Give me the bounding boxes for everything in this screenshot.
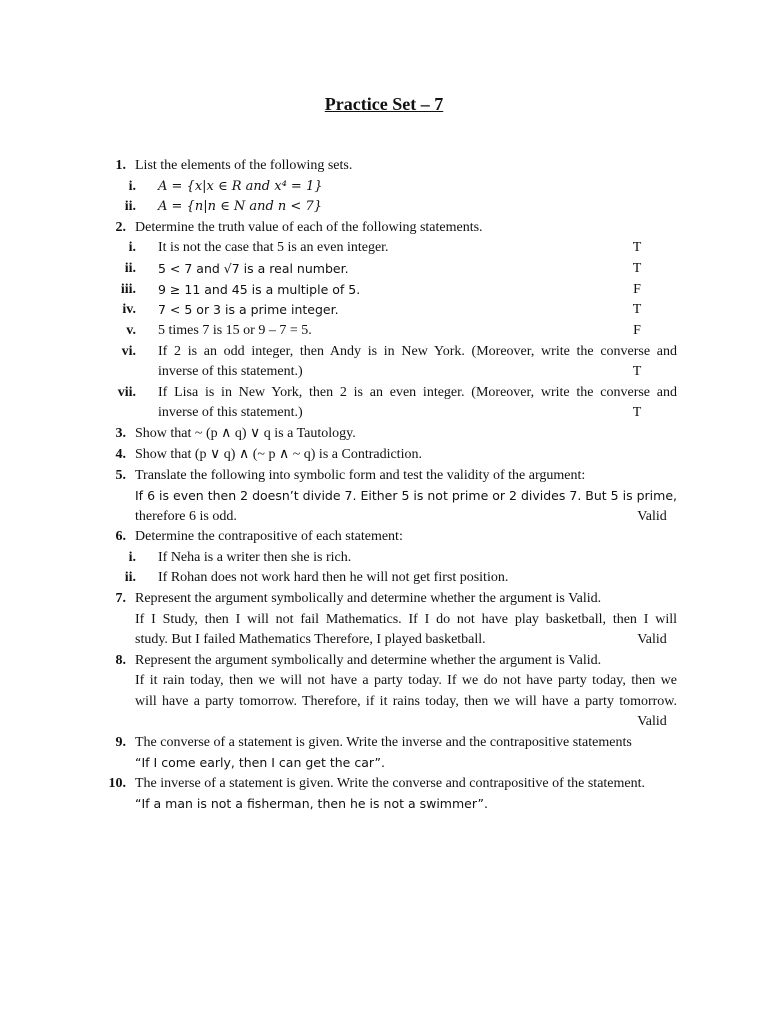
sub-text: If 2 is an odd integer, then Andy is in New York. (Moreover, write the converse and (158, 344, 677, 359)
question-9-statement (0, 753, 768, 773)
sub-text: If Rohan does not work hard then he will not get first position. (158, 570, 509, 585)
sub-number: iii. (120, 282, 136, 297)
sub-text: A = {n|n ∈ N and n < 7} (158, 199, 322, 214)
validity-answer: Valid (637, 714, 667, 729)
question-8 (0, 651, 768, 671)
question-3 (0, 424, 768, 444)
question-text: Represent the argument symbolically and determine whether the argument is Valid. (135, 653, 602, 668)
sub-number: i. (128, 240, 136, 255)
question-text: Translate the following into symbolic form and test the validity of the argument: (135, 468, 586, 483)
question-2-sub-vi-cont (0, 362, 768, 382)
truth-value: F (633, 282, 641, 297)
sub-text: 5 times 7 is 15 or 9 – 7 = 5. (158, 323, 312, 338)
question-2 (0, 218, 768, 238)
question-7-argument-cont (0, 630, 768, 650)
question-number: 4. (115, 447, 126, 462)
sub-number: vi. (121, 344, 136, 359)
question-text: List the elements of the following sets. (135, 158, 353, 173)
sub-text: If Lisa is in New York, then 2 is an even integer. (Moreover, write the converse and (158, 385, 677, 400)
question-2-sub-i (0, 238, 768, 258)
question-9 (0, 733, 768, 753)
sub-text-continued: inverse of this statement.) (158, 364, 303, 379)
truth-value: T (632, 302, 642, 317)
sub-number: i. (128, 550, 136, 565)
sub-number: vii. (117, 385, 136, 400)
given-statement: “If a man is not a fisherman, then he is not a swimmer”. (135, 796, 488, 811)
question-number: 1. (115, 158, 126, 173)
validity-answer: Valid (637, 632, 667, 647)
truth-value: T (632, 261, 642, 276)
question-2-sub-vii-cont (0, 403, 768, 423)
question-number: 5. (115, 468, 126, 483)
sub-text: A = {x|x ∈ R and x⁴ = 1} (158, 179, 323, 194)
argument-text-continued: therefore 6 is odd. (135, 509, 237, 524)
question-number: 8. (115, 653, 126, 668)
question-number: 6. (115, 529, 126, 544)
sub-number: ii. (124, 199, 136, 214)
question-1-sub-ii (0, 197, 768, 217)
question-6-sub-i (0, 548, 768, 568)
question-text: Determine the truth value of each of the following statements. (135, 220, 483, 235)
sub-number: iv. (122, 302, 136, 317)
sub-text: 9 ≥ 11 and 45 is a multiple of 5. (158, 282, 361, 297)
sub-number: i. (128, 179, 136, 194)
given-statement: “If I come early, then I can get the car”. (135, 755, 385, 770)
question-text: Show that ~ (p ∧ q) ∨ q is a Tautology. (135, 426, 356, 441)
question-text: Show that (p ∨ q) ∧ (~ p ∧ ~ q) is a Contradiction. (135, 447, 422, 462)
question-10 (0, 774, 768, 794)
question-text: Represent the argument symbolically and determine whether the argument is Valid. (135, 591, 602, 606)
sub-number: ii. (124, 261, 136, 276)
sub-text: 5 < 7 and √7 is a real number. (158, 261, 349, 276)
argument-text-continued: will have a party tomorrow. Therefore, if it rains today, then we will have a party tomorrow. (135, 694, 677, 709)
argument-text: If I Study, then I will not fail Mathematics. If I do not have play basketball, then I will (135, 612, 677, 627)
question-8-argument-cont (0, 692, 768, 712)
question-6-sub-ii (0, 568, 768, 588)
truth-value: T (632, 405, 642, 420)
question-2-sub-vi (0, 342, 768, 362)
sub-text-continued: inverse of this statement.) (158, 405, 303, 420)
question-number: 7. (115, 591, 126, 606)
question-1-sub-i (0, 177, 768, 197)
question-7 (0, 589, 768, 609)
question-5 (0, 466, 768, 486)
sub-number: ii. (124, 570, 136, 585)
question-2-sub-iv (0, 300, 768, 320)
question-5-argument-cont (0, 507, 768, 527)
question-2-sub-ii (0, 259, 768, 279)
truth-value: T (632, 240, 642, 255)
question-number: 9. (115, 735, 126, 750)
sub-text: 7 < 5 or 3 is a prime integer. (158, 302, 339, 317)
question-text: Determine the contrapositive of each statement: (135, 529, 403, 544)
argument-text: If it rain today, then we will not have a party today. If we do not have party today, then we (135, 673, 677, 688)
truth-value: F (633, 323, 641, 338)
question-number: 2. (115, 220, 126, 235)
question-4 (0, 445, 768, 465)
truth-value: T (632, 364, 642, 379)
sub-number: v. (126, 323, 136, 338)
question-5-argument (0, 486, 768, 506)
question-8-argument (0, 671, 768, 691)
question-2-sub-v (0, 321, 768, 341)
argument-text-continued: study. But I failed Mathematics Therefore, I played basketball. (135, 632, 486, 647)
question-text: The inverse of a statement is given. Write the converse and contrapositive of the statement. (135, 776, 646, 791)
question-1 (0, 156, 768, 176)
page-title: Practice Set – 7 (324, 94, 444, 114)
question-8-answer-line (0, 712, 768, 732)
argument-text: If 6 is even then 2 doesn’t divide 7. Either 5 is not prime or 2 divides 7. But 5 is prime, (135, 488, 677, 503)
question-6 (0, 527, 768, 547)
question-10-statement (0, 794, 768, 814)
question-7-argument (0, 610, 768, 630)
question-2-sub-vii (0, 383, 768, 403)
question-number: 3. (115, 426, 126, 441)
sub-text: If Neha is a writer then she is rich. (158, 550, 352, 565)
question-number: 10. (108, 776, 126, 791)
question-2-sub-iii (0, 280, 768, 300)
validity-answer: Valid (637, 509, 667, 524)
sub-text: It is not the case that 5 is an even integer. (158, 240, 389, 255)
question-text: The converse of a statement is given. Write the inverse and the contrapositive statements (135, 735, 632, 750)
